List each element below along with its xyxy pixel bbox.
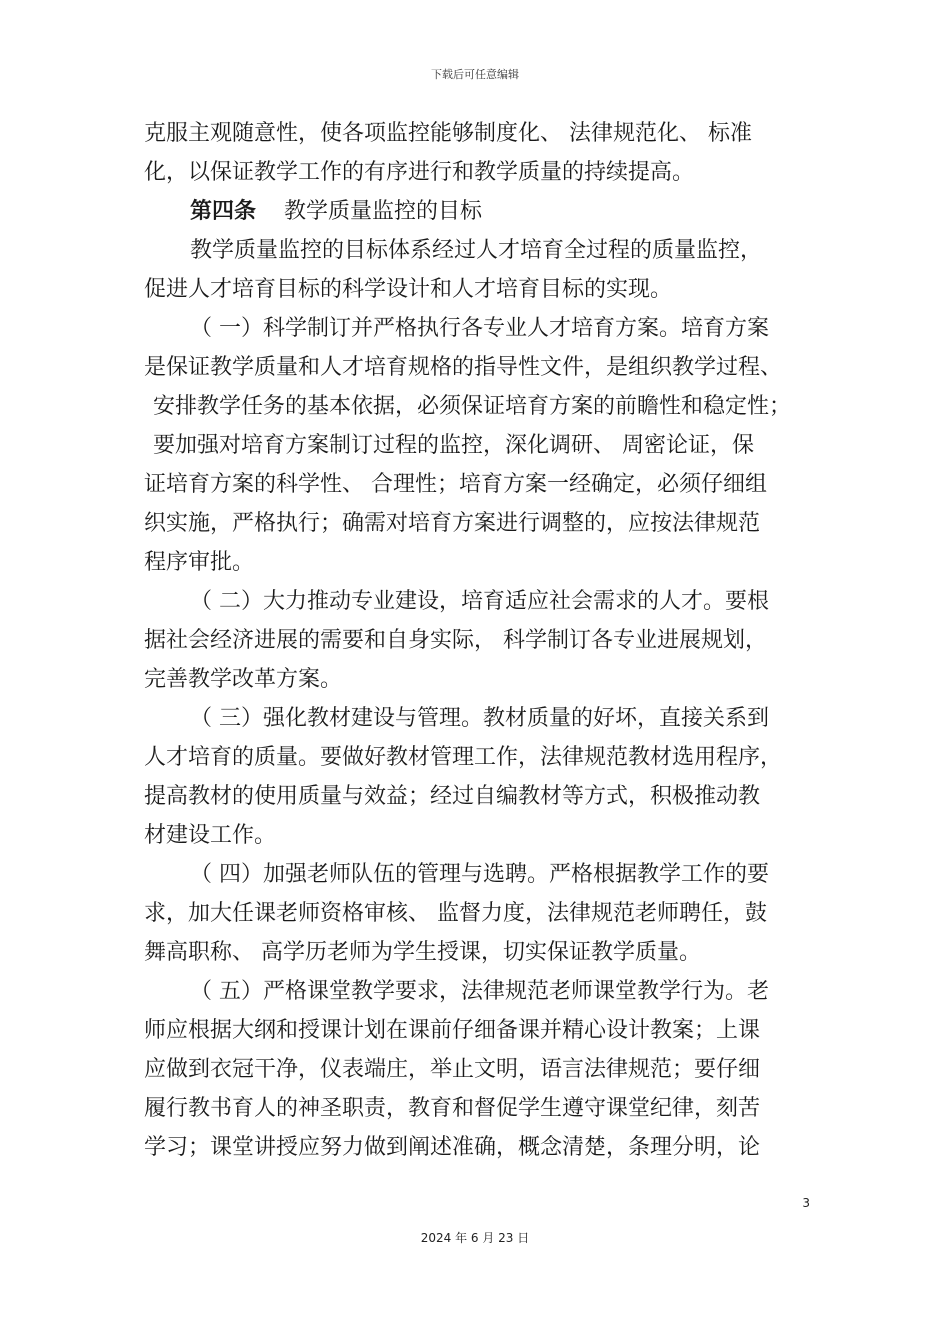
- line-text: 教学质量监控的目标体系经过人才培育全过程的质量监控，: [190, 238, 763, 263]
- line-text: 化，以保证教学工作的有序进行和教学质量的持续提高。: [144, 160, 695, 185]
- article-number: 第四条: [190, 199, 257, 224]
- line-text: 舞高职称、 高学历老师为学生授课，切实保证教学质量。: [144, 940, 701, 965]
- text-line: [0, 350, 950, 386]
- text-line: [0, 818, 950, 854]
- line-text: 师应根据大纲和授课计划在课前仔细备课并精心设计教案；上课: [144, 1018, 761, 1043]
- text-line: [0, 740, 950, 776]
- text-line: [0, 506, 950, 542]
- text-line: [0, 389, 950, 425]
- line-text: （ 二）大力推动专业建设，培育适应社会需求的人才。要根: [190, 589, 769, 614]
- article-title: 教学质量监控的目标: [284, 199, 483, 224]
- text-line: [0, 545, 950, 581]
- line-text: 织实施，严格执行；确需对培育方案进行调整的，应按法律规范: [144, 511, 761, 536]
- line-text: 提高教材的使用质量与效益；经过自编教材等方式，积极推动教: [144, 784, 761, 809]
- line-text: 完善教学改革方案。: [144, 667, 343, 692]
- line-text: 材建设工作。: [144, 823, 277, 848]
- text-line: [0, 1052, 950, 1088]
- text-line: [0, 896, 950, 932]
- footer-date: 2024 年 6 月 23 日: [420, 1231, 530, 1245]
- line-text: 安排教学任务的基本依据，必须保证培育方案的前瞻性和稳定性；: [153, 394, 792, 419]
- text-line: [0, 155, 950, 191]
- line-text: 要加强对培育方案制订过程的监控，深化调研、 周密论证，保: [153, 433, 754, 458]
- text-line: [0, 584, 950, 620]
- text-line: [0, 467, 950, 503]
- line-text: 履行教书育人的神圣职责，教育和督促学生遵守课堂纪律，刻苦: [144, 1096, 761, 1121]
- line-text: （ 一）科学制订并严格执行各专业人才培育方案。培育方案: [190, 316, 769, 341]
- article-heading: [0, 194, 950, 230]
- text-line: [0, 857, 950, 893]
- line-text: （ 三）强化教材建设与管理。教材质量的好坏，直接关系到: [190, 706, 769, 731]
- line-text: 人才培育的质量。要做好教材管理工作，法律规范教材选用程序，: [144, 745, 783, 770]
- text-line: [0, 272, 950, 308]
- text-line: [0, 233, 950, 269]
- line-text: 促进人才培育目标的科学设计和人才培育目标的实现。: [144, 277, 673, 302]
- text-line: [0, 935, 950, 971]
- line-text: （ 四）加强老师队伍的管理与选聘。严格根据教学工作的要: [190, 862, 769, 887]
- text-line: [0, 623, 950, 659]
- line-text: （ 五）严格课堂教学要求，法律规范老师课堂教学行为。老: [190, 979, 769, 1004]
- text-line: [0, 701, 950, 737]
- text-line: [0, 311, 950, 347]
- text-line: [0, 974, 950, 1010]
- line-text: 是保证教学质量和人才培育规格的指导性文件，是组织教学过程、: [144, 355, 783, 380]
- page-header-note: 下载后可任意编辑: [431, 68, 519, 81]
- page-number: 3: [802, 1196, 810, 1210]
- text-line: [0, 662, 950, 698]
- line-text: 求，加大任课老师资格审核、 监督力度，法律规范老师聘任，鼓: [144, 901, 767, 926]
- line-text: 证培育方案的科学性、 合理性；培育方案一经确定，必须仔细组: [144, 472, 767, 497]
- line-text: 克服主观随意性，使各项监控能够制度化、 法律规范化、 标准: [144, 121, 752, 146]
- text-line: [0, 1013, 950, 1049]
- text-line: [0, 1130, 950, 1166]
- text-line: [0, 116, 950, 152]
- text-line: [0, 428, 950, 464]
- line-text: 应做到衣冠干净，仪表端庄，举止文明，语言法律规范；要仔细: [144, 1057, 761, 1082]
- line-text: 程序审批。: [144, 550, 255, 575]
- text-line: [0, 779, 950, 815]
- text-line: [0, 1091, 950, 1127]
- line-text: 学习；课堂讲授应努力做到阐述准确，概念清楚，条理分明，论: [144, 1135, 761, 1160]
- line-text: 据社会经济进展的需要和自身实际， 科学制订各专业进展规划，: [144, 628, 767, 653]
